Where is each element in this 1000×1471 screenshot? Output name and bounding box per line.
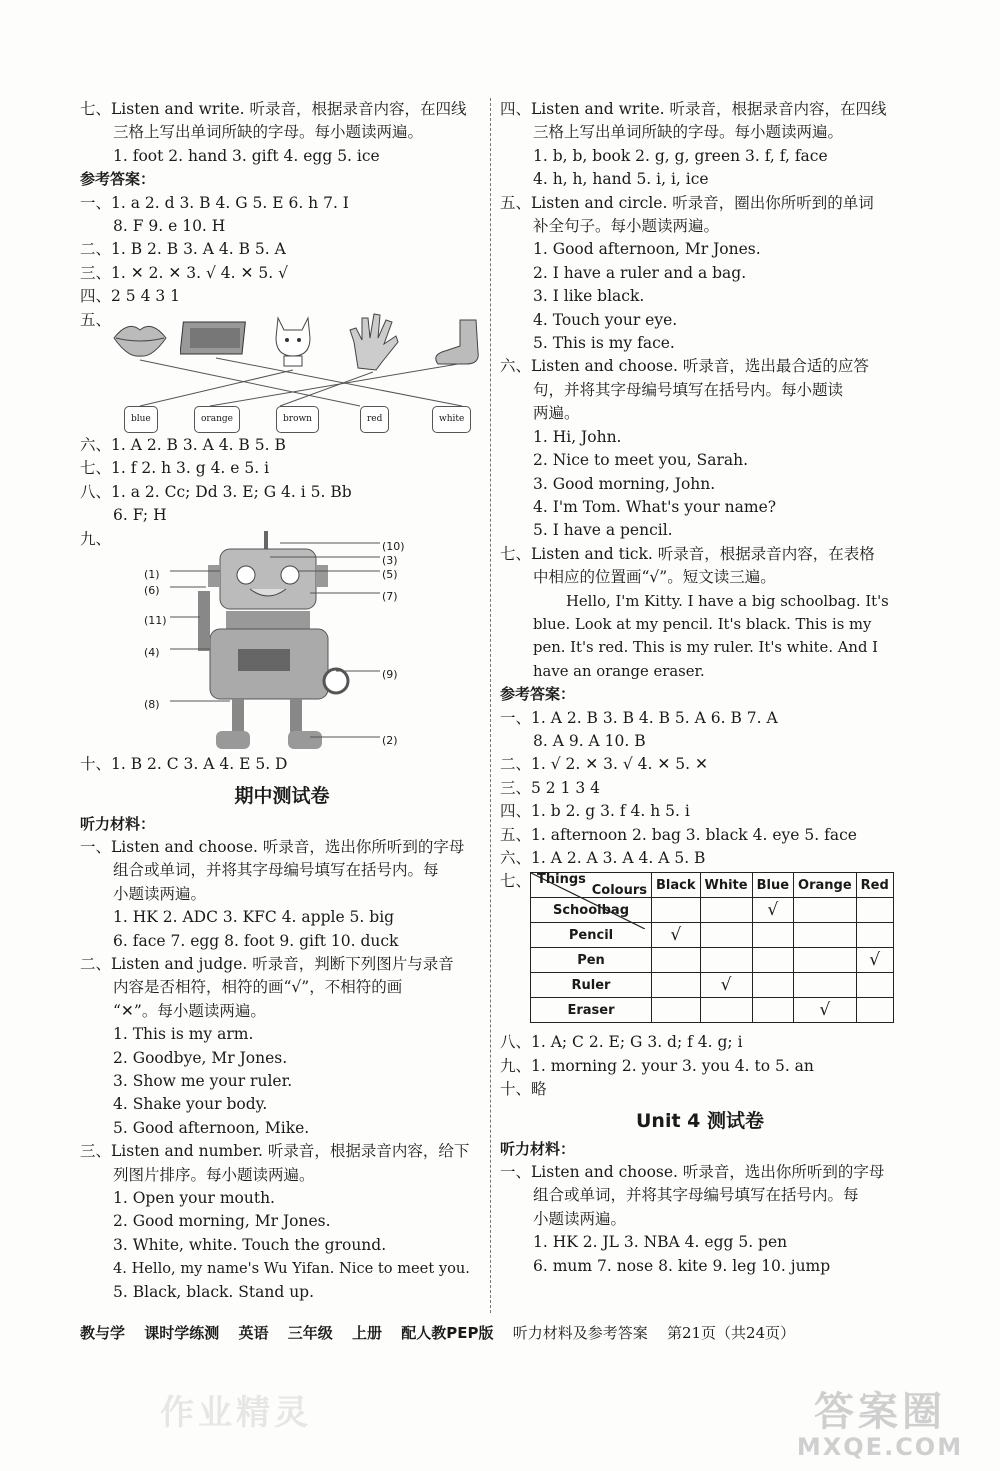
key-10: 十、略 (500, 1080, 547, 1099)
unit4-title: Unit 4 测试卷 (636, 1109, 764, 1132)
answer-2: 二、1. B 2. B 3. A 4. B 5. A (80, 240, 286, 259)
midterm-title: 期中测试卷 (234, 784, 330, 807)
r-section-6-item: 4. I'm Tom. What's your name? (533, 497, 777, 516)
table-cell (856, 998, 893, 1023)
footer-volume: 上册 (352, 1324, 383, 1342)
r-section-5-item: 3. I like black. (533, 287, 645, 306)
footer-page: 第21页（共24页） (666, 1324, 796, 1342)
midterm-3: 三、Listen and number. 听录音，根据录音内容，给下 (80, 1142, 470, 1161)
table-header: White (700, 873, 752, 898)
r-section-5-item: 2. I have a ruler and a bag. (533, 263, 747, 282)
table-header: Blue (752, 873, 793, 898)
unit4-1d: 1. HK 2. JL 3. NBA 4. egg 5. pen (533, 1233, 788, 1252)
table-cell (652, 998, 701, 1023)
table-row-label: Ruler (531, 973, 652, 998)
midterm-1e: 6. face 7. egg 8. foot 9. gift 10. duck (113, 931, 399, 950)
midterm-1: 一、Listen and choose. 听录音，选出你所听到的字母 (80, 837, 465, 856)
key-1: 一、1. A 2. B 3. B 4. B 5. A 6. B 7. A (500, 708, 778, 727)
table-cell (652, 898, 701, 923)
table-cell (794, 973, 857, 998)
robot-label-9: (9) (382, 668, 398, 682)
answer-6: 六、1. A 2. B 3. A 4. B 5. B (80, 436, 286, 455)
table-row-label: Schoolbag (531, 898, 652, 923)
r-section-5-item: 5. This is my face. (533, 334, 675, 353)
robot-label-5: (5) (382, 568, 398, 582)
footer-edition: 配人教PEP版 (401, 1324, 494, 1342)
midterm-3-item: 2. Good morning, Mr Jones. (113, 1212, 331, 1231)
table-row-label: Pencil (531, 923, 652, 948)
unit4-1b: 组合或单词，并将其字母编号填写在括号内。每 (533, 1186, 859, 1205)
answers-label: 参考答案： (80, 170, 156, 189)
column-divider (490, 98, 491, 1313)
colour-tick-table (530, 872, 894, 1023)
color-label-white: white (432, 406, 471, 433)
table-cell (700, 923, 752, 948)
key-5: 五、1. afternoon 2. bag 3. black 4. eye 5. face (500, 825, 857, 844)
robot-pointer-lines (80, 531, 480, 753)
answer-3: 三、1. ✕ 2. ✕ 3. √ 4. ✕ 5. √ (80, 263, 289, 282)
table-row-label: Eraser (531, 998, 652, 1023)
r-section-6c: 两遍。 (533, 404, 580, 423)
table-cell (856, 898, 893, 923)
key-2: 二、1. √ 2. ✕ 3. √ 4. ✕ 5. ✕ (500, 755, 709, 774)
footer-series: 课时学练测 (144, 1324, 220, 1342)
watermark-right-big: 答案圈 (814, 1389, 946, 1435)
answer-1: 一、1. a 2. d 3. B 4. G 5. E 6. h 7. I (80, 193, 349, 212)
midterm-2-item: 4. Shake your body. (113, 1095, 268, 1114)
table-cell (794, 898, 857, 923)
robot-diagram (80, 531, 484, 753)
robot-label-3: (3) (382, 554, 398, 568)
r-section-5b: 补全句子。每小题读两遍。 (533, 217, 720, 236)
midterm-3-item: 5. Black, black. Stand up. (113, 1282, 315, 1301)
r-section-6: 六、Listen and choose. 听录音，选出最合适的应答 (500, 357, 869, 376)
section-7-title: 七、Listen and write. 听录音，根据录音内容，在四线 (80, 100, 467, 118)
r-section-4c: 1. b, b, book 2. g, g, green 3. f, f, face (533, 146, 828, 165)
left-column (80, 98, 484, 1304)
table-corner-cell (531, 873, 652, 898)
table-row-label: Pen (531, 948, 652, 973)
midterm-2: 二、Listen and judge. 听录音，判断下列图片与录音 (80, 954, 454, 973)
answer-8b: 6. F; H (113, 506, 167, 525)
r-listening-label: 听力材料： (500, 1139, 576, 1158)
answer-8: 八、1. a 2. Cc; Dd 3. E; G 4. i 5. Bb (80, 482, 352, 501)
robot-label-4: (4) (144, 646, 160, 660)
r-section-7b: 中相应的位置画“√”。短文读三遍。 (533, 568, 776, 587)
listening-label: 听力材料： (80, 814, 156, 833)
answer-7: 七、1. f 2. h 3. g 4. e 5. i (80, 459, 270, 478)
key-8: 八、1. A; C 2. E; G 3. d; f 4. g; i (500, 1033, 743, 1052)
robot-label-8: (8) (144, 698, 160, 712)
section-7-items: 1. foot 2. hand 3. gift 4. egg 5. ice (113, 146, 380, 165)
table-cell (700, 998, 752, 1023)
passage-line: pen. It's red. This is my ruler. It's white. And I (533, 639, 878, 657)
midterm-2-item: 5. Good afternoon, Mike. (113, 1118, 310, 1137)
table-cell: √ (752, 898, 793, 923)
table-things-label: Things (537, 872, 586, 887)
footer-grade: 三年级 (287, 1324, 333, 1342)
section-7-title-2: 三格上写出单词所缺的字母。每小题读两遍。 (113, 123, 424, 142)
watermark-right (780, 1380, 980, 1461)
table-cell: √ (794, 998, 857, 1023)
table-cell: √ (856, 948, 893, 973)
table-cell: √ (700, 973, 752, 998)
table-header: Red (856, 873, 893, 898)
answer-4: 四、2 5 4 3 1 (80, 287, 181, 306)
footer-subject: 英语 (238, 1324, 269, 1342)
table-cell (794, 948, 857, 973)
footer-publisher: 教与学 (80, 1324, 126, 1342)
midterm-3-item: 1. Open your mouth. (113, 1189, 275, 1207)
r-section-6-item: 2. Nice to meet you, Sarah. (533, 451, 749, 470)
table-cell (652, 973, 701, 998)
table-cell (700, 898, 752, 923)
table-cell (794, 923, 857, 948)
answer-10: 十、1. B 2. C 3. A 4. E 5. D (80, 755, 288, 774)
table-cell (752, 973, 793, 998)
midterm-3-item: 4. Hello, my name's Wu Yifan. Nice to meet you. (113, 1260, 470, 1278)
table-header: Black (652, 873, 701, 898)
midterm-2-item: 3. Show me your ruler. (113, 1071, 293, 1090)
midterm-3b: 列图片排序。每小题读两遍。 (113, 1165, 315, 1184)
r-section-5: 五、Listen and circle. 听录音，圈出你所听到的单词 (500, 193, 874, 212)
watermark-right-small: MXQE.COM (796, 1433, 964, 1461)
page-footer (80, 1322, 910, 1343)
robot-label-10: (10) (382, 540, 405, 554)
midterm-2-item: 2. Goodbye, Mr Jones. (113, 1048, 288, 1067)
key-6: 六、1. A 2. A 3. A 4. A 5. B (500, 849, 706, 867)
table-cell (752, 923, 793, 948)
right-column: 四、Listen and write. 听录音，根据录音内容，在四线 三格上写出单词所缺的字母。每小题读两遍。 1. b, b, book 2. g, g, green 3. f, f, face 4. h, h, hand 5. i, i, ice 五、Listen and circle. 听录音，圈出你所听到的单词 补全句子。每小题读两遍。 1. Good afternoon, Mr Jones. 2. I have a ruler and a bag. 3. I like black. 4. Touch your eye. 5. This is my face. 六、Listen and choose. 听录音，选出最合适的应答 句，并将其字母编号填写在括号内。每小题读 两遍。 1. Hi, John. 2. Nice to meet you, Sarah. 3. Good morning, John. 4. I'm Tom. What's your name? 5. I have a pencil. 七、Listen and tick. 听录音，根据录音内容，在表格 中相应的位置画“√”。短文读三遍。 Hello, I'm Kitty. I have a big schoolbag. It's blue. Look at my pencil. It's black. This is my pen. It's red. This is my ruler. It's white. And I have an orange eraser. 参考答案： 一、1. A 2. B 3. B 4. B 5. A 6. B 7. A 8. A 9. A 10. B 二、1. √ 2. ✕ 3. √ 4. ✕ 5. ✕ 三、5 2 1 3 4 四、1. b 2. g 3. f 4. h 5. i 五、1. afternoon 2. bag 3. black 4. eye 5. face 六、1. A 2. A 3. A 4. A 5. B 七、 Colours Things Black White Blue Orange Red Schoolbag √ Pencil √ Pen √ Ruler √ Eraser √ 八、1. A; C 2. E; G 3. d; f 4. g; i 九、1. morning 2. your 3. you 4. to 5. an 十、略 Unit 4 测试卷 听力材料： 一、Listen and choose. 听录音，选出你所听到的字母 组合或单词，并将其字母编号填写在括号内。每 小题读两遍。 1. HK 2. JL 3. NBA 4. egg 5. pen 6. mum 7. nose 8. kite 9. leg 10. jump (500, 98, 900, 1278)
color-label-brown: brown (276, 406, 319, 433)
passage-line: have an orange eraser. (533, 662, 705, 680)
robot-label-7: (7) (382, 590, 398, 604)
r-section-6-item: 1. Hi, John. (533, 427, 622, 446)
color-label-red: red (360, 406, 389, 433)
table-cell (700, 948, 752, 973)
robot-label-2: (2) (382, 734, 398, 748)
table-cell (752, 948, 793, 973)
midterm-1b: 组合或单词，并将其字母编号填写在括号内。每 (113, 861, 439, 880)
color-label-blue: blue (124, 406, 158, 433)
unit4-1: 一、Listen and choose. 听录音，选出你所听到的字母 (500, 1163, 885, 1182)
r-section-4d: 4. h, h, hand 5. i, i, ice (533, 170, 709, 189)
key-4: 四、1. b 2. g 3. f 4. h 5. i (500, 802, 690, 821)
matching-pictures (110, 312, 484, 430)
passage-line: Hello, I'm Kitty. I have a big schoolbag. It's (566, 592, 889, 610)
r-section-7: 七、Listen and tick. 听录音，根据录音内容，在表格 (500, 544, 875, 563)
robot-label-6: (6) (144, 584, 160, 598)
midterm-2c: “✕”。每小题读两遍。 (113, 1001, 266, 1020)
table-header: Orange (794, 873, 857, 898)
unit4-1e: 6. mum 7. nose 8. kite 9. leg 10. jump (533, 1256, 831, 1275)
robot-label-1: (1) (144, 568, 160, 582)
footer-section: 听力材料及参考答案 (512, 1324, 648, 1342)
table-cell (856, 923, 893, 948)
midterm-1d: 1. HK 2. ADC 3. KFC 4. apple 5. big (113, 908, 395, 927)
color-label-orange: orange (194, 406, 240, 433)
r-section-6b: 句，并将其字母编号填写在括号内。每小题读 (533, 380, 844, 399)
midterm-1c: 小题读两遍。 (113, 884, 207, 903)
table-colours-label: Colours (591, 883, 647, 899)
key-1b: 8. A 9. A 10. B (533, 731, 646, 750)
table-cell: √ (652, 923, 701, 948)
unit4-1c: 小题读两遍。 (533, 1209, 627, 1228)
r-section-6-item: 3. Good morning, John. (533, 474, 716, 493)
watermark-left: 作业精灵 (160, 1393, 312, 1433)
answer-5: 五、 (80, 310, 112, 329)
r-section-4b: 三格上写出单词所缺的字母。每小题读两遍。 (533, 123, 844, 142)
midterm-2-item: 1. This is my arm. (113, 1025, 254, 1044)
r-answers-label: 参考答案： (500, 685, 576, 704)
midterm-3-item: 3. White, white. Touch the ground. (113, 1235, 387, 1254)
key-9: 九、1. morning 2. your 3. you 4. to 5. an (500, 1056, 814, 1075)
r-section-5-item: 1. Good afternoon, Mr Jones. (533, 240, 761, 259)
r-section-6-item: 5. I have a pencil. (533, 521, 673, 540)
matching-lines (110, 312, 490, 412)
table-cell (652, 948, 701, 973)
key-3: 三、5 2 1 3 4 (500, 778, 601, 797)
r-section-5-item: 4. Touch your eye. (533, 310, 678, 329)
table-cell (752, 998, 793, 1023)
midterm-2b: 内容是否相符，相符的画“√”，不相符的画 (113, 978, 403, 997)
answer-1b: 8. F 9. e 10. H (113, 217, 226, 236)
passage-line: blue. Look at my pencil. It's black. This is my (533, 615, 872, 633)
answer-9: 九、 (80, 529, 112, 548)
robot-label-11: (11) (144, 614, 167, 628)
r-section-4: 四、Listen and write. 听录音，根据录音内容，在四线 (500, 100, 887, 118)
table-cell (856, 973, 893, 998)
